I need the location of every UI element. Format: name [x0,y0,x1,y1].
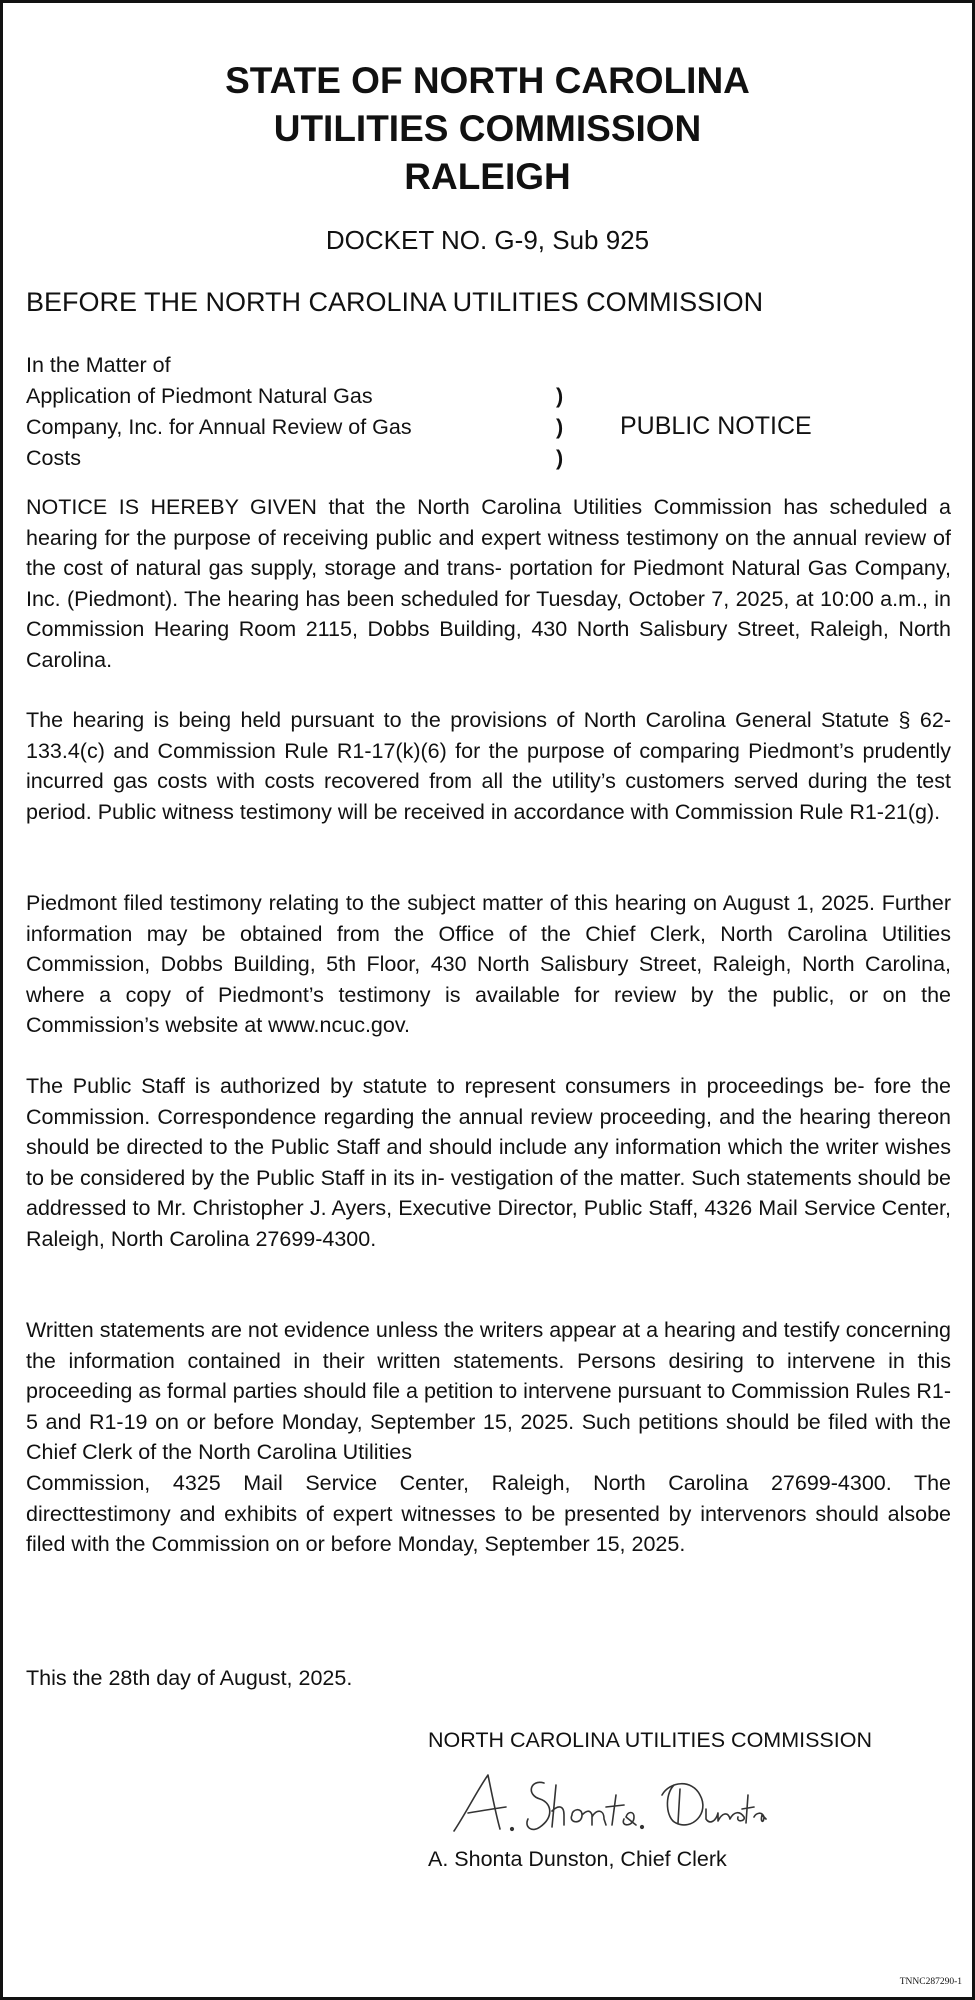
public-notice-title: PUBLIC NOTICE [620,412,812,440]
header-block [3,57,972,201]
header-commission: UTILITIES COMMISSION [273,108,702,149]
matter-caption [26,350,412,474]
ad-code: TNNC287290-1 [899,1977,962,1987]
expert-testimony-paragraph: Commission, 4325 Mail Service Center, Raleigh, North Carolina 27699-4300. The directtestimony and exhibits of expert witnesses to be presented by intervenors should alsobe filed with the Commission on or before Monday, September 15, 2025. [26,1471,951,1556]
signature-organization: NORTH CAROLINA UTILITIES COMMISSION [428,1728,872,1752]
matter-line-2: Application of Piedmont Natural Gas [26,384,373,408]
statute-paragraph: The hearing is being held pursuant to the provisions of North Carolina General Statute § 62-133.4(c) and Commission Rule R1-17(k)(6) for the purpose of comparing Piedmont’s prudently incurred gas costs with costs recovered from all the utility’s customers served during the test period. Public witness testimony will be received in accordance with Commission Rule R1-21(g). [26,708,951,824]
matter-line-3: Company, Inc. for Annual Review of Gas [26,415,412,439]
matter-line-1: In the Matter of [26,353,171,377]
paren-2: ) [556,415,564,439]
paren-1: ) [556,384,564,408]
docket-number: DOCKET NO. G-9, Sub 925 [325,225,650,255]
notice-paragraph: NOTICE IS HEREBY GIVEN that the North Carolina Utilities Commission has scheduled a hearing for the purpose of receiving public and expert witness testimony on the annual review of the cost of natural gas supply, storage and trans- portation for Piedmont Natural Gas Company, Inc. (Piedmont). The hearing has been scheduled for Tuesday, October 7, 2025, at 10:00 a.m., in Commission Hearing Room 2115, Dobbs Building, 430 North Salisbury Street, Raleigh, North Carolina. [26,495,951,672]
header-city: RALEIGH [404,156,571,197]
header-state: STATE OF NORTH CAROLINA [225,60,750,101]
signature-name-title: A. Shonta Dunston, Chief Clerk [428,1847,727,1871]
caption-parentheses [556,381,563,474]
public-staff-paragraph: The Public Staff is authorized by statute to represent consumers in proceedings be- fore the Commission. Correspondence regarding the annual review proceeding, and the hearing thereon should be directed to the Public Staff and should include any information which the writer wishes to be considered by the Public Staff in its in- vestigation of the matter. Such statements should be addressed to Mr. Christopher J. Ayers, Executive Director, Public Staff, 4326 Mail Service Center, Raleigh, North Carolina 27699-4300. [26,1074,951,1251]
intervention-paragraph: Written statements are not evidence unless the writers appear at a hearing and testify concerning the information contained in their written statements. Persons desiring to intervene in this proceeding as formal parties should file a petition to intervene pursuant to Commission Rules R1-5 and R1-19 on or before Monday, September 15, 2025. Such petitions should be filed with the Chief Clerk of the North Carolina Utilities [26,1318,951,1464]
testimony-paragraph: Piedmont filed testimony relating to the subject matter of this hearing on August 1, 2025. Further information may be obtained from the Office of the Chief Clerk, North Carolina Utilities Commission, Dobbs Building, 5th Floor, 430 North Salisbury Street, Raleigh, North Carolina, where a copy of Piedmont’s testimony is available for review by the public, or on the Commission’s website at www.ncuc.gov. [26,891,951,1037]
handwritten-signature [448,1765,768,1845]
date-line: This the 28th day of August, 2025. [26,1666,353,1690]
paren-3: ) [556,446,564,470]
matter-line-4: Costs [26,446,81,470]
before-commission-heading: BEFORE THE NORTH CAROLINA UTILITIES COMMISSION [26,287,764,317]
